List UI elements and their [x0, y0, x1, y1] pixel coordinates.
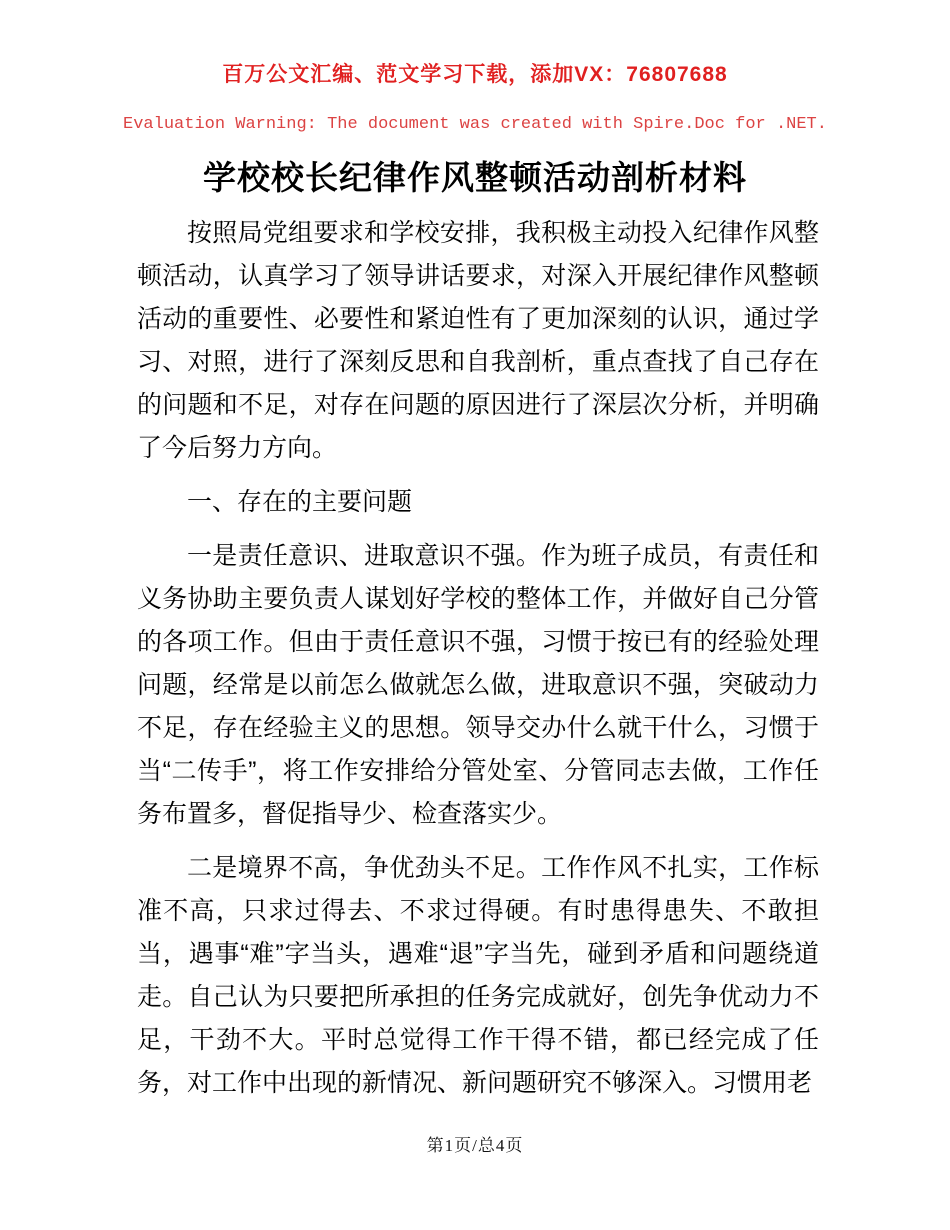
point1-paragraph: 一是责任意识、进取意识不强。作为班子成员，有责任和义务协助主要负责人谋划好学校的整体工作，并做好自己分管的各项工作。但由于责任意识不强，习惯于按已有的经验处理问题，经常是以前怎么做就怎么做，进取意识不强，突破动力不足，存在经验主义的思想。领导交办什么就干什么，习惯于当“二传手”，将工作安排给分管处室、分管同志去做，工作任务布置多，督促指导少、检查落实少。 — [137, 542, 819, 828]
intro-paragraph: 按照局党组要求和学校安排，我积极主动投入纪律作风整顿活动，认真学习了领导讲话要求，对深入开展纪律作风整顿活动的重要性、必要性和紧迫性有了更加深刻的认识，通过学习、对照，进行了深刻反思和自我剖析，重点查找了自己存在的问题和不足，对存在问题的原因进行了深层次分析，并明确了今后努力方向。 — [137, 219, 819, 462]
evaluation-warning: Evaluation Warning: The document was created with Spire.Doc for .NET. — [123, 115, 827, 134]
page-number-indicator: 第1页/总4页 — [426, 1136, 524, 1155]
section1-heading: 一、存在的主要问题 — [187, 488, 413, 516]
document-body — [137, 212, 819, 1116]
promo-banner: 百万公文汇编、范文学习下载，添加VX：76807688 — [222, 63, 728, 86]
document-title: 学校校长纪律作风整顿活动剖析材料 — [203, 159, 747, 196]
point2-paragraph: 二是境界不高，争优劲头不足。工作作风不扎实，工作标准不高，只求过得去、不求过得硬。有时患得患失、不敢担当，遇事“难”字当头，遇难“退”字当先，碰到矛盾和问题绕道走。自己认为只要把所承担的任务完成就好，创先争优动力不足，干劲不大。平时总觉得工作干得不错，都已经完成了任务，对工作中出现的新情况、新问题研究不够深入。习惯用老 — [137, 854, 819, 1097]
